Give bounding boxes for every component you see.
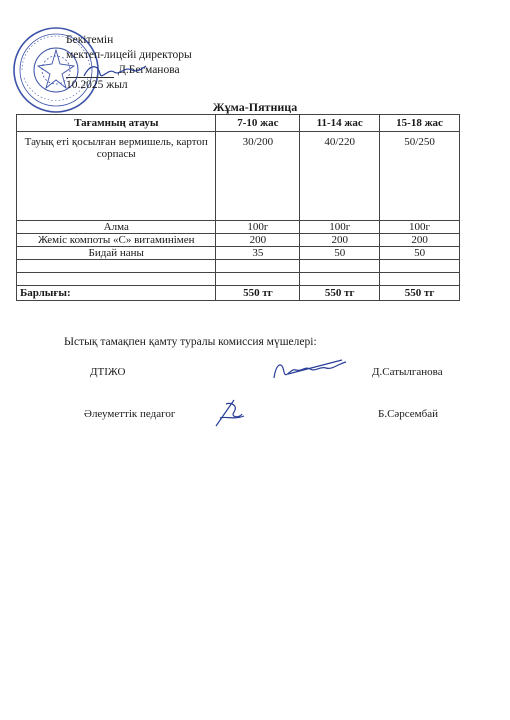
approval-title: Бекітемін: [66, 34, 114, 46]
portion-7-10: 100г: [216, 221, 300, 234]
member-role: ДТІЖО: [90, 366, 126, 378]
header-age-7-10: 7-10 жас: [216, 115, 300, 132]
portion-15-18: 100г: [380, 221, 460, 234]
day-title: Жұма-Пятница: [212, 100, 298, 114]
dish-name: Тауық еті қосылған вермишель, картоп сорпасы: [17, 132, 216, 221]
portion-15-18: 200: [380, 234, 460, 247]
commission-title: Ыстық тамақпен қамту туралы комиссия мүшелері:: [64, 336, 317, 348]
portion-15-18: 50/250: [380, 132, 460, 221]
total-11-14: 550 тг: [300, 286, 380, 301]
portion-11-14: 200: [300, 234, 380, 247]
empty-row: [17, 273, 460, 286]
member-name: Д.Сатылганова: [372, 366, 443, 378]
dish-name: Жеміс компоты «С» витаминімен: [17, 234, 216, 247]
approval-date: 10.2025 жыл: [66, 79, 128, 91]
total-row: [17, 286, 460, 301]
director-signature-icon: [80, 60, 150, 84]
member-role: Әлеуметтік педагог: [84, 408, 176, 420]
member-signature-icon: [268, 354, 352, 384]
portion-7-10: 30/200: [216, 132, 300, 221]
member-name: Б.Сәрсембай: [378, 408, 439, 420]
portion-15-18: 50: [380, 247, 460, 260]
header-dish: Тағамның атауы: [17, 115, 216, 132]
approval-position: мектеп-лицейі директоры: [66, 49, 192, 61]
portion-11-14: 100г: [300, 221, 380, 234]
header-age-15-18: 15-18 жас: [380, 115, 460, 132]
portion-11-14: 50: [300, 247, 380, 260]
dish-name: Алма: [17, 221, 216, 234]
table-row: [17, 247, 460, 260]
director-name: Д.Бегманова: [118, 64, 180, 76]
table-header-row: [17, 115, 460, 132]
menu-table: [16, 114, 460, 301]
total-label: Барлығы:: [17, 286, 216, 301]
member-signature-icon: [212, 396, 248, 430]
total-15-18: 550 тг: [380, 286, 460, 301]
total-7-10: 550 тг: [216, 286, 300, 301]
table-row: [17, 221, 460, 234]
portion-11-14: 40/220: [300, 132, 380, 221]
table-row: [17, 234, 460, 247]
portion-7-10: 200: [216, 234, 300, 247]
empty-row: [17, 260, 460, 273]
dish-name: Бидай наны: [17, 247, 216, 260]
portion-7-10: 35: [216, 247, 300, 260]
header-age-11-14: 11-14 жас: [300, 115, 380, 132]
table-row: [17, 132, 460, 221]
